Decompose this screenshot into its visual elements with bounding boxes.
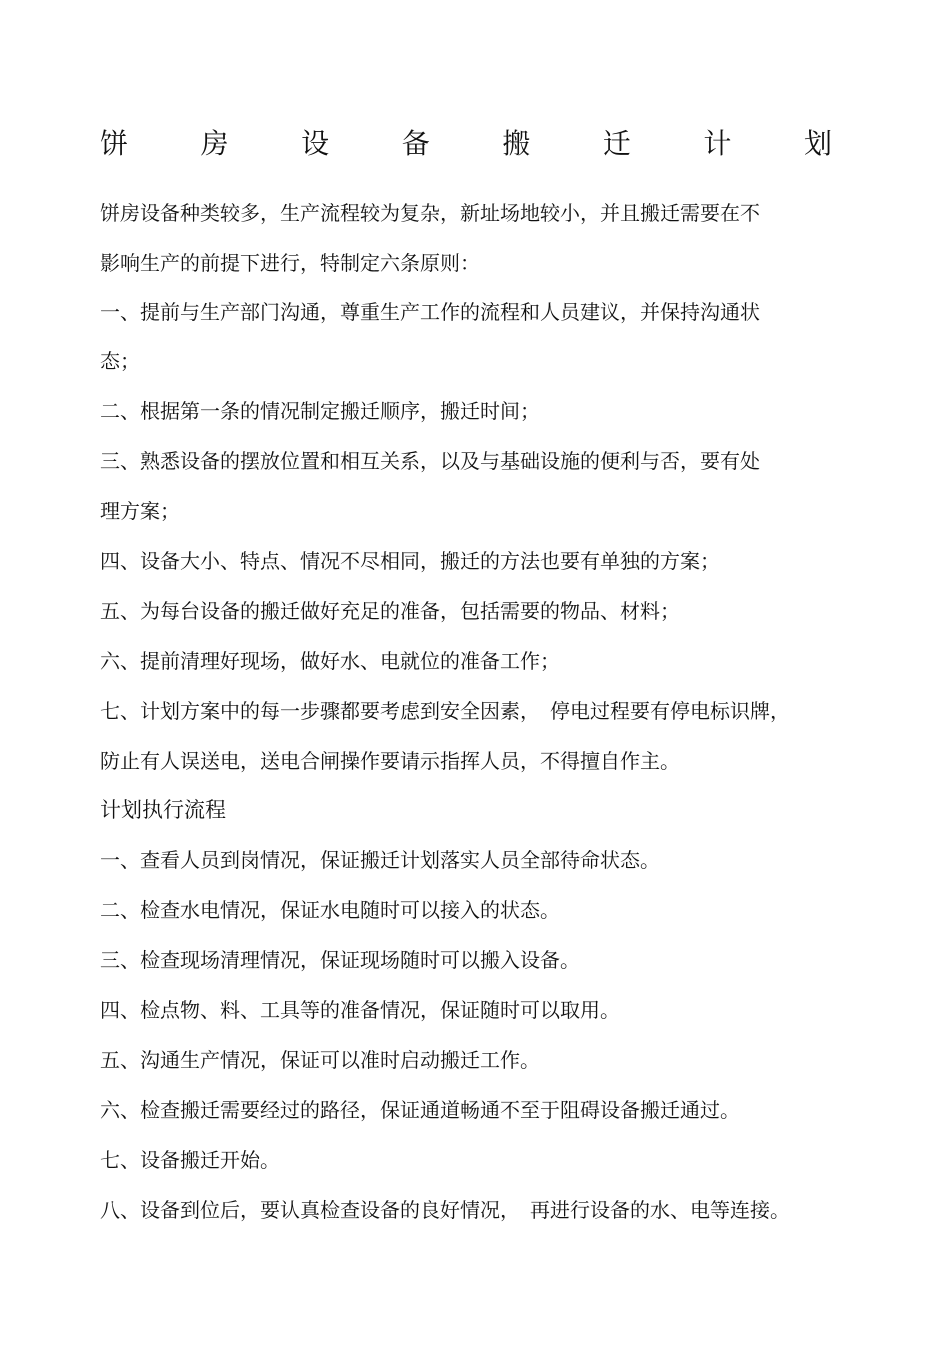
- section-heading: 计划执行流程: [100, 798, 226, 822]
- step-6: 六、检查搬迁需要经过的路径，保证通道畅通不至于阻碍设备搬迁通过。: [100, 1098, 740, 1122]
- principle-6: 六、提前清理好现场，做好水、电就位的准备工作；: [100, 649, 560, 673]
- step-8: 八、设备到位后，要认真检查设备的良好情况， 再进行设备的水、电等连接。: [100, 1198, 790, 1222]
- principle-2: 二、根据第一条的情况制定搬迁顺序，搬迁时间；: [100, 399, 540, 423]
- principle-1-cont: 态；: [100, 349, 140, 373]
- step-3: 三、检查现场清理情况，保证现场随时可以搬入设备。: [100, 948, 580, 972]
- step-1: 一、查看人员到岗情况，保证搬迁计划落实人员全部待命状态。: [100, 848, 660, 872]
- principle-3-cont: 理方案；: [100, 499, 180, 523]
- intro-line-2: 影响生产的前提下进行，特制定六条原则：: [100, 251, 480, 275]
- step-7: 七、设备搬迁开始。: [100, 1148, 280, 1172]
- principle-1: 一、提前与生产部门沟通，尊重生产工作的流程和人员建议，并保持沟通状: [100, 300, 760, 324]
- principle-4: 四、设备大小、特点、情况不尽相同，搬迁的方法也要有单独的方案；: [100, 549, 720, 573]
- step-2: 二、检查水电情况，保证水电随时可以接入的状态。: [100, 898, 560, 922]
- title-char: 划: [803, 127, 832, 160]
- title-char: 备: [401, 127, 430, 160]
- principle-5: 五、为每台设备的搬迁做好充足的准备，包括需要的物品、材料；: [100, 599, 680, 623]
- step-4: 四、检点物、料、工具等的准备情况，保证随时可以取用。: [100, 998, 620, 1022]
- title-char: 饼: [100, 127, 129, 160]
- document-title: [100, 120, 832, 168]
- title-char: 房: [200, 127, 229, 160]
- step-5: 五、沟通生产情况，保证可以准时启动搬迁工作。: [100, 1048, 540, 1072]
- intro-line-1: 饼房设备种类较多，生产流程较为复杂，新址场地较小，并且搬迁需要在不: [100, 201, 760, 225]
- principle-7-cont: 防止有人误送电，送电合闸操作要请示指挥人员，不得擅自作主。: [100, 749, 680, 773]
- title-char: 迁: [602, 127, 631, 160]
- principle-7: 七、计划方案中的每一步骤都要考虑到安全因素， 停电过程要有停电标识牌，: [100, 699, 790, 723]
- principle-3: 三、熟悉设备的摆放位置和相互关系，以及与基础设施的便利与否，要有处: [100, 449, 760, 473]
- title-char: 计: [703, 127, 732, 160]
- title-char: 设: [301, 127, 330, 160]
- title-char: 搬: [502, 127, 531, 160]
